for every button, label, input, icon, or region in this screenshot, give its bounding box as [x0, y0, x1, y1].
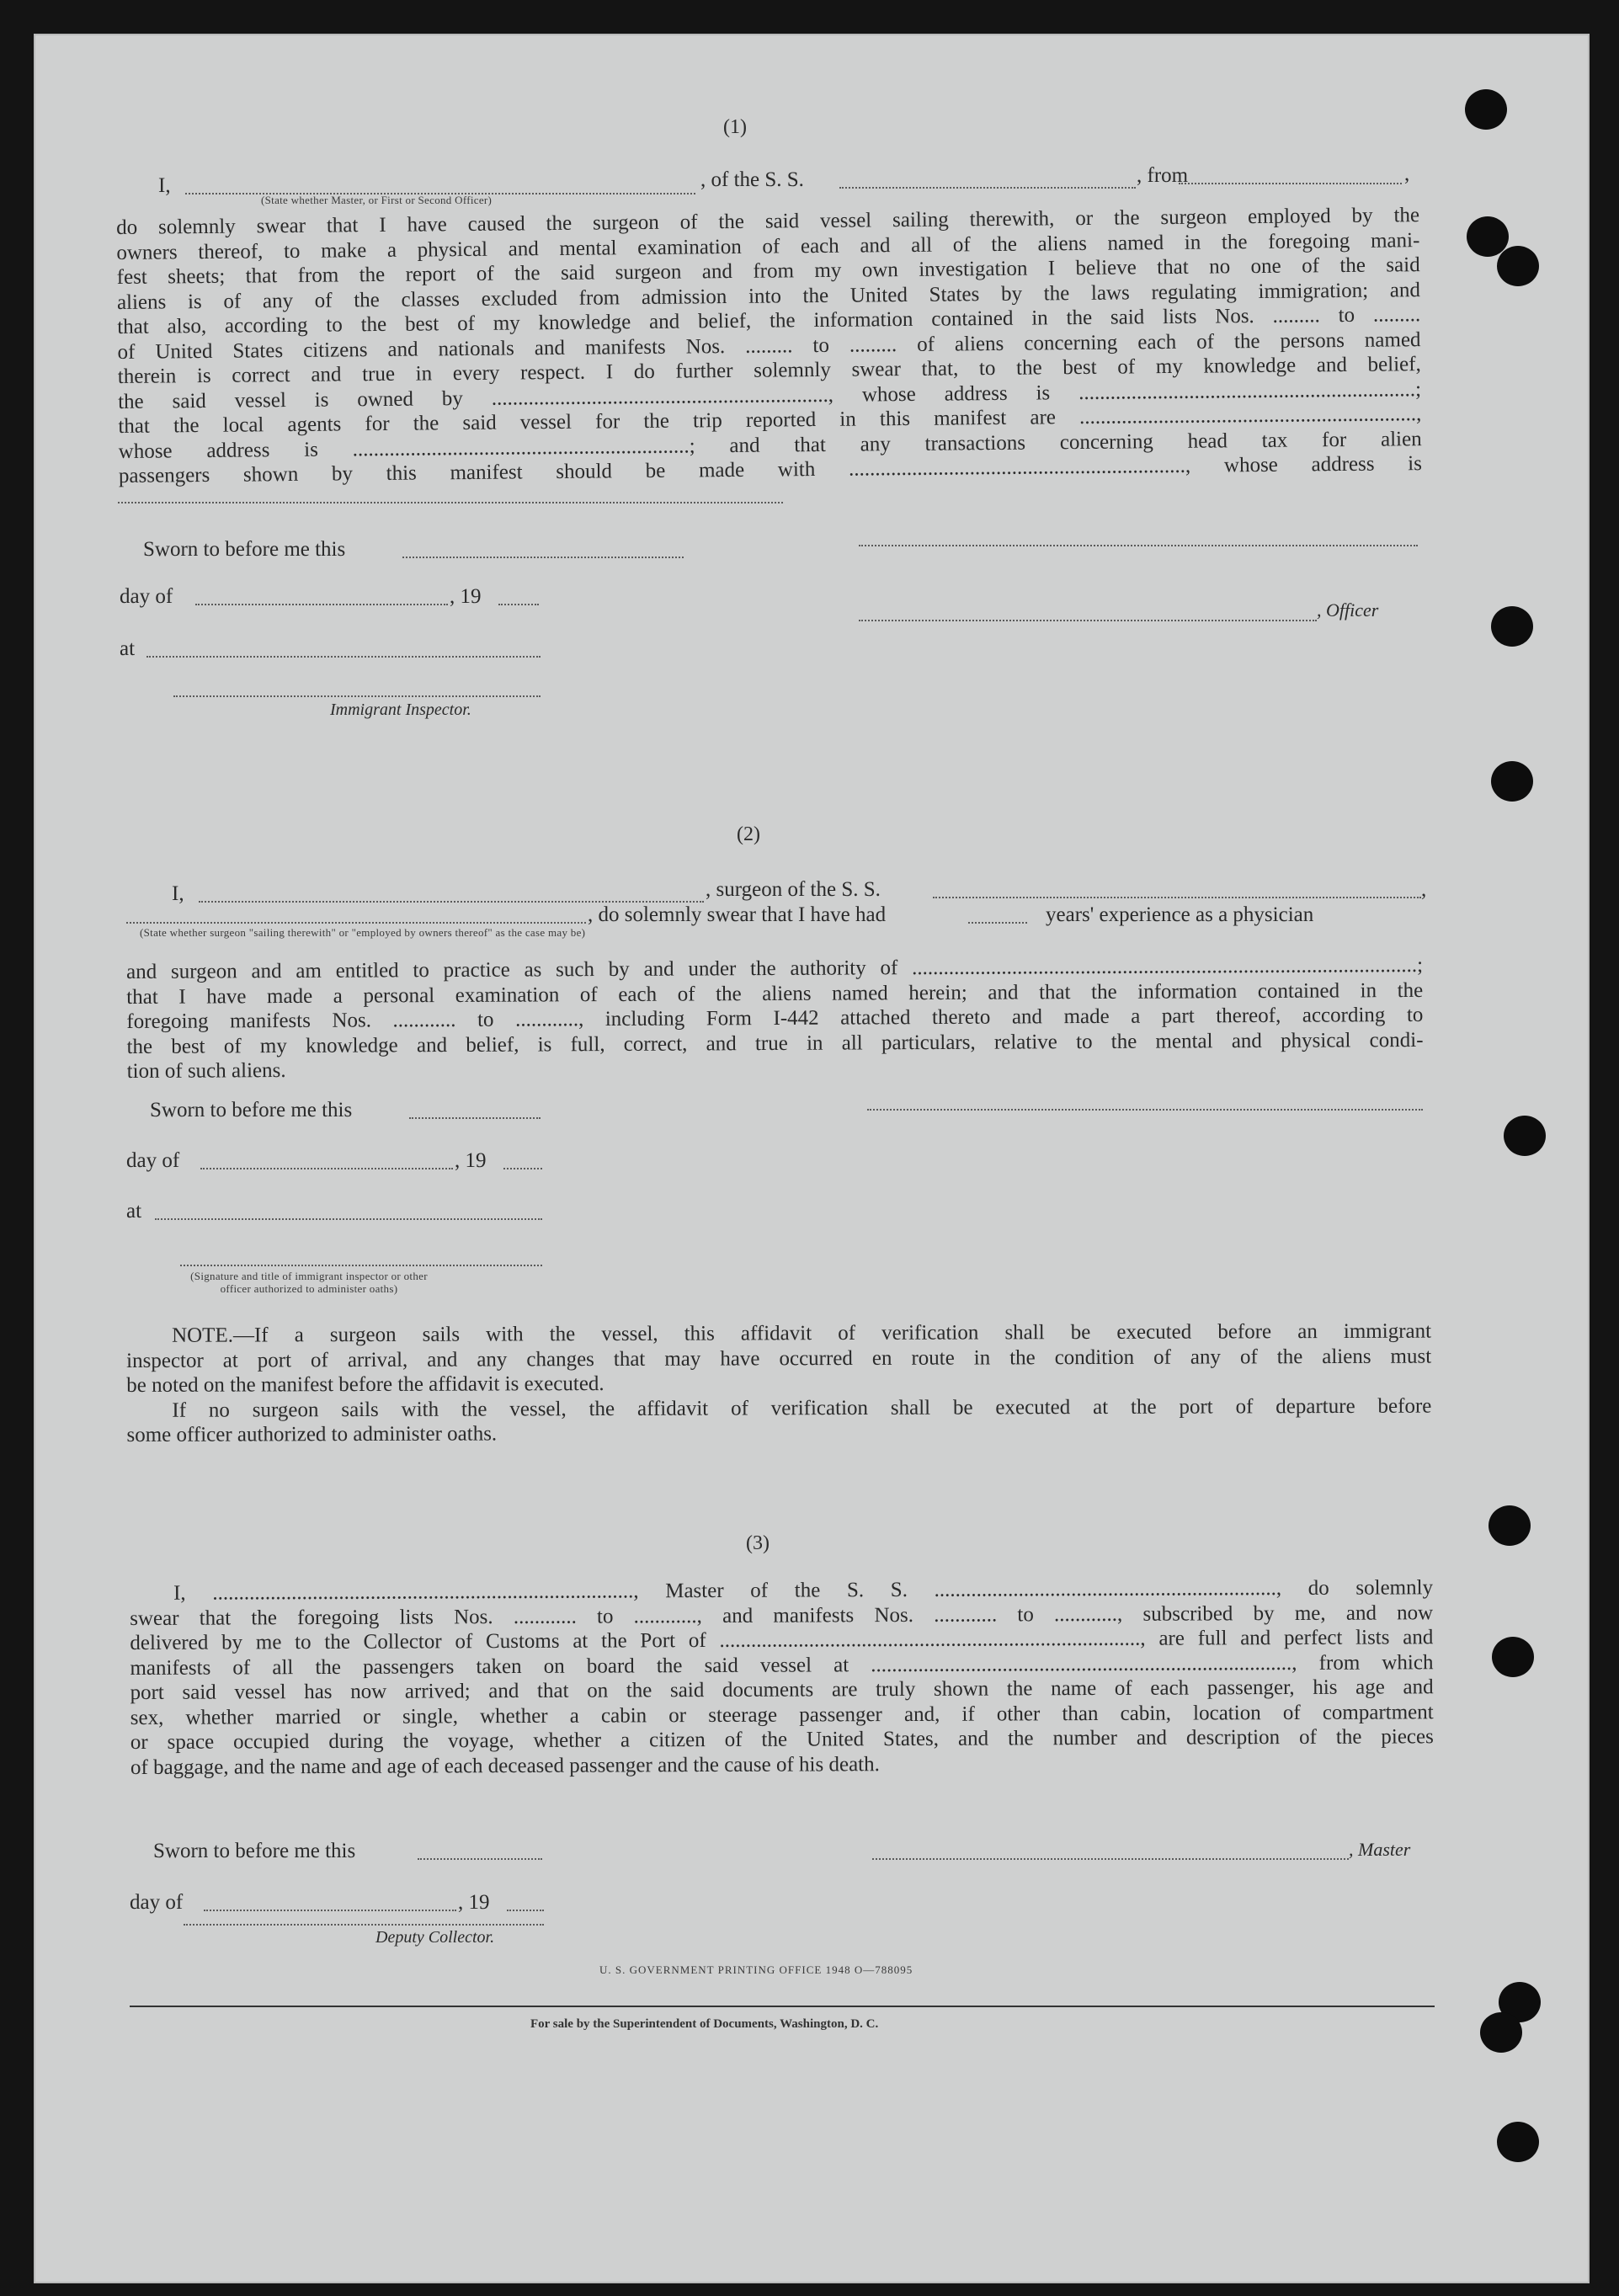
sworn-label-3: Sworn to before me this [153, 1840, 356, 1862]
officer-line [859, 620, 1317, 621]
at-blank-1 [146, 656, 541, 658]
section-2-number: (2) [737, 823, 760, 845]
signature-line-2 [867, 1109, 1423, 1111]
oath-3-body: I, ................................................................................, Master of the S. S. ................................................................., do solemnly swear that the foregoing lists Nos. ............ to ............, and manifests Nos. ............ to ............, subscribed by me, and now delivered by me to the Collector of Customs at the Port of ................................................................................, are full and perfect lists and manifests of all the passengers taken on board the said vessel at ................................................................................, from which port said vessel has now arrived; and that on the said documents are truly shown the name of each passenger, his age and sex, whether married or single, whether a cabin or steerage passenger and, if other than cabin, location of compartment or space occupied during the voyage, whether a citizen of the United States, and the number and description of the pieces of baggage, and the name and age of each deceased passenger and the cause of his death. [130, 1576, 1434, 1779]
year-blank-1 [498, 604, 539, 605]
year-label-3: , 19 [458, 1891, 490, 1914]
surgeon-vessel-blank [933, 897, 1421, 898]
deputy-line [184, 1924, 544, 1926]
day-of-label-3: day of [130, 1891, 184, 1914]
officer-label: , Officer [1317, 599, 1379, 621]
day-blank-1 [195, 604, 448, 605]
at-blank-2 [155, 1218, 542, 1220]
surgeon-of-label: , surgeon of the S. S. [706, 878, 881, 901]
oath-1-of-ss: , of the S. S. [700, 168, 804, 191]
day-blank-2 [200, 1168, 453, 1169]
punch-hole [1491, 761, 1533, 802]
oath-2-body: and surgeon and am entitled to practice as such by and under the authority of ................................................................................................; that I have made a personal examination of each of the aliens named herein; and that the information contained in the foregoing manifests Nos. ............ to ............, including Form I-442 attached thereto and made a part thereof, according to the best of my knowledge and belief, is full, correct, and true in all particulars, relative to the mental and physical condi- tion of such aliens. [126, 953, 1424, 1083]
year-blank-2 [503, 1168, 542, 1169]
section-3-number: (3) [746, 1532, 770, 1554]
vessel-name-blank [839, 187, 1136, 189]
sworn-date-blank-1 [402, 557, 684, 558]
oath-1-body: do solemnly swear that I have caused the surgeon of the said vessel sailing therewith, or the surgeon employed by the owners thereof, to make a physical and mental examination of each and all of the aliens named in the foregoing mani- fest sheets; that from the report of the said surgeon and from my own investigation I believe that no one of the said aliens is of any of the classes excluded from admission into the United States by the laws regulating immigration; and that also, according to the best of my knowledge and belief, the information contained in the said lists Nos. ......... to ......... of United States citizens and nationals and manifests Nos. ......... to ......... of aliens concerning each of the persons named therein is correct and true in every respect. I do further solemnly swear that, to the best of my knowledge and belief, the said vessel is owned by ................................................................, whose address is ................................................................; that the local agents for the said vessel for the trip reported in this manifest are ................................................................, whose address is ................................................................; and that any transactions concerning head tax for alien passengers shown by this manifest should be made with ................................................................, whose address is [116, 204, 1423, 487]
oath-2-years: years' experience as a physician [1046, 903, 1314, 926]
signature-line-1 [859, 545, 1418, 546]
punch-hole [1492, 1637, 1534, 1677]
day-of-label-1: day of [120, 585, 173, 608]
year-label-1: , 19 [450, 585, 482, 608]
from-port-blank [1179, 183, 1402, 184]
punch-hole [1465, 89, 1507, 130]
document-page [34, 34, 1590, 2283]
sworn-label-2: Sworn to before me this [150, 1099, 353, 1121]
years-blank [968, 922, 1027, 924]
sig-title-caption: (Signature and title of immigrant inspector or other officer authorized to administer oaths) [190, 1270, 428, 1295]
inspector-label: Immigrant Inspector. [330, 701, 471, 719]
surgeon-caption: (State whether surgeon "sailing therewith" or "employed by owners thereof" as the case may be) [140, 926, 586, 939]
deputy-label: Deputy Collector. [375, 1928, 495, 1947]
at-label-1: at [120, 637, 136, 660]
inspector-line [173, 695, 541, 697]
oath-2-i: I, [172, 882, 184, 905]
punch-hole [1491, 606, 1533, 647]
day-of-label-2: day of [126, 1149, 180, 1172]
master-line [872, 1858, 1349, 1860]
surgeon-status-blank [126, 922, 586, 924]
punch-hole [1480, 2012, 1522, 2053]
sworn-date-blank-3 [418, 1858, 542, 1860]
oath-2-swear: , do solemnly swear that I have had [588, 903, 887, 926]
punch-hole [1467, 216, 1509, 257]
note-text: NOTE.—If a surgeon sails with the vessel, this affidavit of verification shall be executed before an immigrant inspector at port of arrival, and any changes that may have occurred en route in the condition of any of the aliens must be noted on the manifest before the affidavit is executed. If no surgeon sails with the vessel, the affidavit of verification shall be executed at the port of departure before some officer authorized to administer oaths. [126, 1319, 1432, 1446]
sig-title-line [180, 1265, 542, 1266]
punch-hole [1504, 1116, 1546, 1156]
rank-caption: (State whether Master, or First or Second Officer) [261, 194, 493, 206]
sale-notice: For sale by the Superintendent of Documents, Washington, D. C. [530, 2017, 879, 2031]
punch-hole [1489, 1505, 1531, 1546]
sworn-date-blank-2 [409, 1117, 541, 1119]
punch-hole [1497, 2122, 1539, 2162]
sworn-label-1: Sworn to before me this [143, 538, 346, 561]
year-blank-3 [507, 1910, 544, 1911]
punch-hole [1497, 246, 1539, 286]
oath-1-i: I, [158, 174, 171, 197]
oath-2-comma: , [1421, 878, 1427, 901]
day-blank-3 [204, 1910, 456, 1911]
master-label: , Master [1349, 1839, 1411, 1860]
footer-rule [130, 2006, 1435, 2007]
at-label-2: at [126, 1200, 142, 1223]
oath-1-comma: , [1404, 162, 1410, 185]
gpo-imprint: U. S. GOVERNMENT PRINTING OFFICE 1948 O—788095 [599, 1963, 913, 1976]
oath-1-from: , from [1137, 164, 1189, 187]
address-blank [118, 502, 783, 503]
year-label-2: , 19 [455, 1149, 487, 1172]
section-1-number: (1) [723, 116, 747, 138]
